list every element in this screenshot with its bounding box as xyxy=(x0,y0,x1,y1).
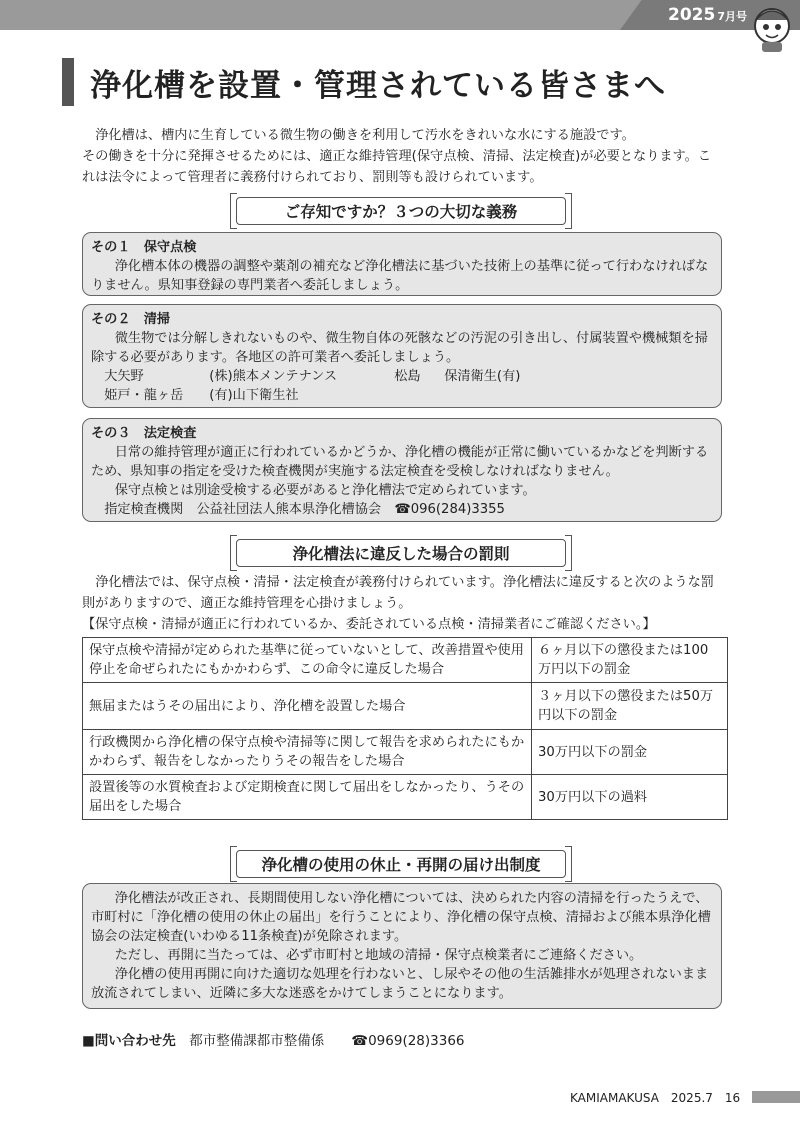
penalty-intro: 浄化槽法では、保守点検・清掃・法定検査が義務付けられています。浄化槽法に違反すると次のような罰則がありますので、適正な維持管理を心掛けましょう。 xyxy=(82,575,714,611)
section1-heading: ご存知ですか？３つの大切な義務 xyxy=(236,197,566,225)
page-title: 浄化槽を設置・管理されている皆さまへ xyxy=(90,68,666,104)
table-row: 設置後等の水質検査および定期検査に関して届出をしなかったり、うその届出をした場合 30万円以下の過料 xyxy=(83,775,728,820)
duty-box-cleaning: その２ 清掃 微生物では分解しきれないものや、微生物自体の死骸などの汚泥の引き出し、付属装置や機械類を掃除する必要があります。各地区の許可業者へ委託しましょう。 大矢野 (株)熊本メンテナンス 松島 保清衛生(有) 姫戸・龍ヶ岳 (有)山下衛生社 xyxy=(82,304,722,408)
section2-heading: 浄化槽法に違反した場合の罰則 xyxy=(236,539,566,567)
section3-heading: 浄化槽の使用の休止・再開の届け出制度 xyxy=(236,850,566,878)
contractor-row: 大矢野 (株)熊本メンテナンス 松島 保清衛生(有) xyxy=(104,369,521,384)
title-accent xyxy=(62,58,74,106)
table-row: 無届またはうその届出により、浄化槽を設置した場合 ３ヶ月以下の懲役または50万円以下の罰金 xyxy=(83,683,728,730)
footer-bar xyxy=(752,1091,800,1103)
table-row: 保守点検や清掃が定められた基準に従っていないとして、改善措置や使用停止を命ぜられたにもかかわらず、この命令に違反した場合 ６ヶ月以下の懲役または100万円以下の罰金 xyxy=(83,638,728,683)
mascot-icon xyxy=(748,2,796,54)
intro-text: 浄化槽は、槽内に生育している微生物の働きを利用して汚水をきれいな水にする施設です。 その働きを十分に発揮させるためには、適正な維持管理(保守点検、清掃、法定検査)が必要となります。これは法令によって管理者に義務付けられており、罰則等も設けられています。 xyxy=(82,128,712,185)
penalty-note: 【保守点検・清掃が適正に行われているか、委託されている点検・清掃業者にご確認ください。】 xyxy=(82,617,656,632)
duty-box-legal-inspection: その３ 法定検査 日常の維持管理が適正に行われているかどうか、浄化槽の機能が正常に働いているかなどを判断するため、県知事の指定を受けた検査機関が実施する法定検査を受検しなければなりません。 保守点検とは別途受検する必要があると浄化槽法で定められています。 指定検査機関 公益社団法人熊本県浄化槽協会 ☎096(284)3355 xyxy=(82,418,722,522)
phone-number: ☎0969(28)3366 xyxy=(351,1033,465,1049)
duty-box-inspection: その１ 保守点検 浄化槽本体の機器の調整や薬剤の補充など浄化槽法に基づいた技術上の基準に従って行わなければなりません。県知事登録の専門業者へ委託しましょう。 xyxy=(82,232,722,296)
issue-label: 2025 7月号 xyxy=(668,5,747,25)
contact-info: ■問い合わせ先 都市整備課都市整備係 ☎0969(28)3366 xyxy=(82,1033,465,1049)
contractor-row: 姫戸・龍ヶ岳 (有)山下衛生社 xyxy=(104,388,299,403)
table-row: 行政機関から浄化槽の保守点検や清掃等に関して報告を求められたにもかかわらず、報告をしなかったりうその報告をした場合 30万円以下の罰金 xyxy=(83,730,728,775)
page-footer: KAMIAMAKUSA 2025.7 16 xyxy=(570,1091,741,1105)
penalty-table xyxy=(82,637,728,820)
phone-number: ☎096(284)3355 xyxy=(394,502,505,517)
suspension-box: 浄化槽法が改正され、長期間使用しない浄化槽については、決められた内容の清掃を行ったうえで、市町村に「浄化槽の使用の休止の届出」を行うことにより、浄化槽の保守点検、清掃および熊本県浄化槽協会の法定検査(いわゆる11条検査)が免除されます。 ただし、再開に当たっては、必ず市町村と地域の清掃・保守点検業者にご連絡ください。 浄化槽の使用再開に向けた適切な処理を行わないと、し尿やその他の生活雑排水が処理されないまま放流されてしまい、近隣に多大な迷惑をかけてしまうことになります。 xyxy=(82,883,722,1009)
